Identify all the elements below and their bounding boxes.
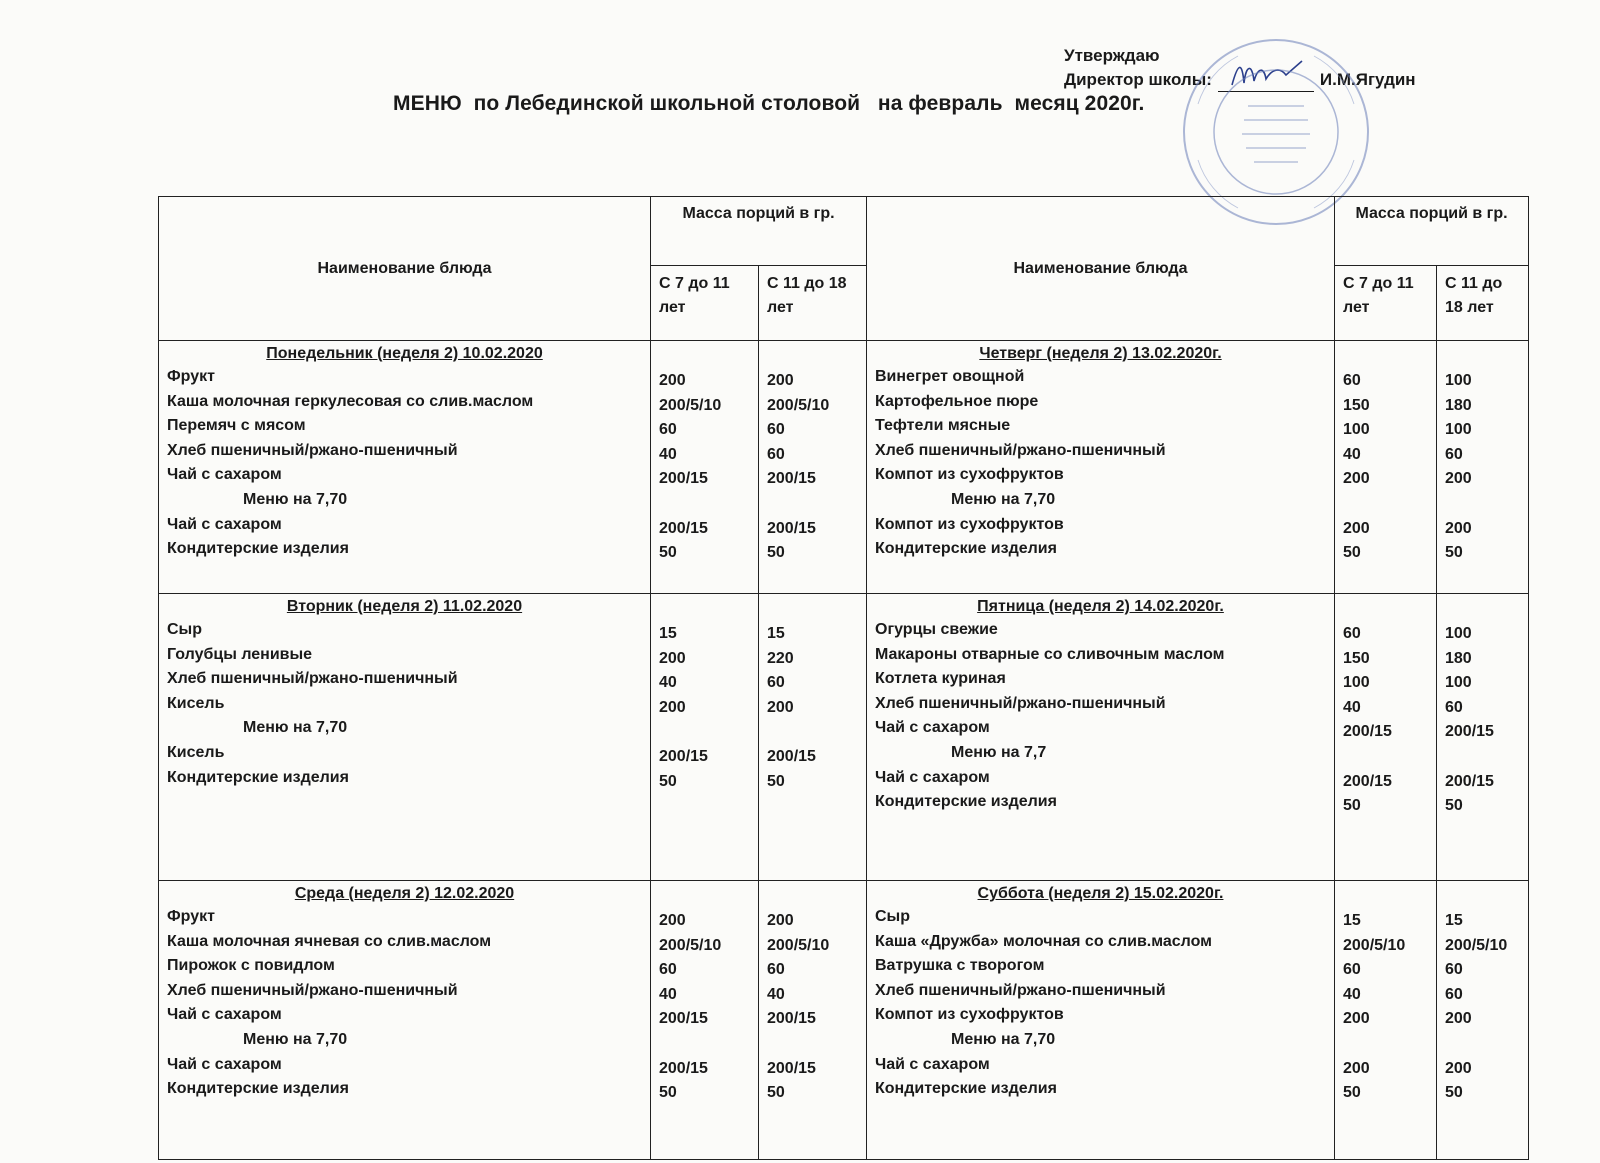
portion-mass: 60 — [1445, 445, 1463, 463]
portion-mass: 100 — [1343, 674, 1370, 692]
menu-price-label: Меню на 7,7 — [951, 743, 1047, 761]
dish-name: Кисель — [167, 743, 225, 761]
portion-mass: 200/5/10 — [1343, 936, 1406, 954]
dish-name: Чай с сахаром — [167, 466, 282, 484]
portion-mass: 200/5/10 — [767, 396, 830, 414]
portion-mass: 50 — [1343, 1084, 1361, 1102]
director-name: И.М.Ягудин — [1319, 70, 1416, 89]
menu-price-label: Меню на 7,70 — [243, 490, 348, 508]
thursday-age1 — [1335, 341, 1437, 594]
portion-mass: 200 — [659, 698, 686, 716]
dish-name: Макароны отварные со сливочным маслом — [875, 645, 1225, 663]
menu-price-label: Меню на 7,70 — [243, 1030, 348, 1048]
dish-name: Перемяч с мясом — [167, 417, 306, 435]
portion-mass: 60 — [1445, 961, 1463, 979]
dish-name: Картофельное пюре — [875, 392, 1039, 410]
dish-name: Чай с сахаром — [875, 768, 990, 786]
saturday-age1 — [1335, 881, 1437, 1160]
day-saturday — [867, 881, 1335, 1160]
dish-name: Голубцы ленивые — [167, 645, 313, 663]
header-row-1 — [159, 197, 1529, 266]
portion-mass: 100 — [1445, 421, 1472, 439]
portion-mass: 15 — [1343, 912, 1361, 929]
portion-mass: 200 — [1445, 470, 1472, 488]
saturday-age2 — [1437, 881, 1529, 1160]
portion-mass: 50 — [1445, 1084, 1463, 1102]
dish-name: Фрукт — [167, 908, 215, 925]
portion-mass: 60 — [767, 445, 785, 463]
portion-mass: 50 — [659, 544, 677, 562]
portion-mass: 200 — [1445, 1059, 1472, 1077]
week-row — [159, 341, 1529, 594]
portion-mass: 200 — [1343, 470, 1370, 488]
dish-name: Кондитерские изделия — [875, 793, 1057, 811]
day-title: Вторник (неделя 2) 11.02.2020 — [286, 598, 523, 615]
portion-mass: 50 — [767, 544, 785, 562]
dish-name: Чай с сахаром — [167, 1055, 282, 1073]
portion-mass: 50 — [1445, 544, 1463, 562]
portion-mass: 40 — [659, 985, 677, 1003]
portion-mass: 200/5/10 — [659, 396, 722, 414]
portion-mass: 200/5/10 — [767, 936, 830, 954]
monday-age2 — [759, 341, 867, 594]
dish-name: Сыр — [167, 621, 202, 638]
dish-name: Кондитерские изделия — [875, 1080, 1057, 1098]
dish-name: Сыр — [875, 908, 910, 925]
menu-price-label: Меню на 7,70 — [951, 490, 1056, 508]
wednesday-age1 — [651, 881, 759, 1160]
week-row — [159, 881, 1529, 1160]
portion-mass: 60 — [659, 421, 677, 439]
dish-name: Хлеб пшеничный/ржано-пшеничный — [875, 441, 1166, 459]
day-wednesday — [159, 881, 651, 1160]
header-age2-left: С 11 до 18 лет — [759, 266, 867, 341]
dish-name: Чай с сахаром — [167, 515, 282, 533]
portion-mass: 200 — [1445, 519, 1472, 537]
portion-mass: 200 — [659, 372, 686, 389]
portion-mass: 40 — [659, 445, 677, 463]
dish-name: Чай с сахаром — [167, 1006, 282, 1024]
portion-mass: 60 — [767, 674, 785, 692]
portion-mass: 40 — [1343, 985, 1361, 1003]
portion-mass: 200/5/10 — [1445, 936, 1508, 954]
approval-position: Директор школы: — [1064, 70, 1212, 89]
portion-mass: 200 — [1445, 1010, 1472, 1028]
portion-mass: 100 — [1445, 625, 1472, 642]
portion-mass — [659, 1032, 750, 1057]
portion-mass: 50 — [1343, 797, 1361, 815]
header-age1-left: С 7 до 11 лет — [651, 266, 759, 341]
day-tuesday — [159, 594, 651, 881]
dish-name: Фрукт — [167, 368, 215, 385]
dish-name: Тефтели мясные — [875, 417, 1011, 435]
header-age1-right: С 7 до 11 лет — [1335, 266, 1437, 341]
portion-mass: 180 — [1445, 649, 1472, 667]
portion-mass: 100 — [1445, 372, 1472, 389]
dish-name: Котлета куриная — [875, 670, 1006, 688]
portion-mass: 200/15 — [659, 1010, 708, 1028]
portion-mass: 15 — [659, 625, 677, 642]
portion-mass — [1445, 492, 1520, 517]
portion-mass: 200 — [767, 698, 794, 716]
dish-name: Чай с сахаром — [875, 1055, 990, 1073]
portion-mass: 200/15 — [659, 470, 708, 488]
portion-mass: 200/5/10 — [659, 936, 722, 954]
portion-mass — [767, 720, 858, 745]
header-mass-left: Масса порций в гр. — [651, 197, 867, 266]
portion-mass — [659, 492, 750, 517]
portion-mass: 50 — [659, 772, 677, 790]
dish-name: Каша молочная ячневая со слив.маслом — [167, 932, 492, 950]
portion-mass: 200/15 — [659, 1059, 708, 1077]
dish-name: Кисель — [167, 694, 225, 712]
dish-name: Компот из сухофруктов — [875, 1006, 1064, 1024]
portion-mass: 60 — [1343, 961, 1361, 979]
menu-price-label: Меню на 7,70 — [951, 1030, 1056, 1048]
portion-mass: 60 — [1445, 985, 1463, 1003]
day-title: Четверг (неделя 2) 13.02.2020г. — [979, 345, 1222, 362]
dish-name: Кондитерские изделия — [875, 540, 1057, 558]
week-row — [159, 594, 1529, 881]
page-title: МЕНЮ по Лебединской школьной столовой на февраль месяц 2020г. — [393, 92, 1145, 115]
portion-mass: 50 — [1445, 797, 1463, 815]
portion-mass: 60 — [659, 961, 677, 979]
day-title: Суббота (неделя 2) 15.02.2020г. — [977, 885, 1224, 902]
portion-mass: 100 — [1445, 674, 1472, 692]
portion-mass: 150 — [1343, 396, 1370, 414]
dish-name: Хлеб пшеничный/ржано-пшеничный — [167, 441, 458, 459]
portion-mass: 200 — [659, 649, 686, 667]
portion-mass: 50 — [767, 772, 785, 790]
dish-name: Ватрушка с творогом — [875, 957, 1045, 975]
portion-mass: 200 — [1343, 1059, 1370, 1077]
portion-mass: 60 — [767, 421, 785, 439]
dish-name: Хлеб пшеничный/ржано-пшеничный — [167, 670, 458, 688]
dish-name: Винегрет овощной — [875, 368, 1025, 385]
portion-mass — [767, 492, 858, 517]
header-dish-right: Наименование блюда — [867, 197, 1335, 341]
portion-mass: 200/15 — [767, 470, 816, 488]
portion-mass: 15 — [767, 625, 785, 642]
portion-mass: 60 — [1343, 372, 1361, 389]
portion-mass: 40 — [659, 674, 677, 692]
portion-mass: 200/15 — [1343, 772, 1392, 790]
portion-mass: 40 — [1343, 698, 1361, 716]
friday-age2 — [1437, 594, 1529, 881]
dish-name: Каша молочная геркулесовая со слив.маслом — [167, 392, 534, 410]
dish-name: Компот из сухофруктов — [875, 515, 1064, 533]
approval-line1: Утверждаю — [1064, 46, 1160, 65]
dish-name: Огурцы свежие — [875, 621, 998, 638]
header-mass-right: Масса порций в гр. — [1335, 197, 1529, 266]
portion-mass: 200 — [1343, 519, 1370, 537]
dish-name: Чай с сахаром — [875, 719, 990, 737]
portion-mass — [1343, 1032, 1428, 1057]
portion-mass: 100 — [1343, 421, 1370, 439]
portion-mass: 40 — [767, 985, 785, 1003]
dish-name: Кондитерские изделия — [167, 768, 349, 786]
thursday-age2 — [1437, 341, 1529, 594]
tuesday-age2 — [759, 594, 867, 881]
dish-name: Хлеб пшеничный/ржано-пшеничный — [167, 981, 458, 999]
portion-mass: 200/15 — [767, 747, 816, 765]
day-monday — [159, 341, 651, 594]
portion-mass: 200/15 — [767, 1010, 816, 1028]
portion-mass: 200/15 — [1445, 772, 1494, 790]
day-title: Пятница (неделя 2) 14.02.2020г. — [977, 598, 1224, 615]
portion-mass: 50 — [1343, 544, 1361, 562]
portion-mass — [1343, 745, 1428, 770]
portion-mass: 50 — [659, 1084, 677, 1102]
portion-mass — [767, 1032, 858, 1057]
day-title: Среда (неделя 2) 12.02.2020 — [294, 885, 515, 902]
portion-mass: 150 — [1343, 649, 1370, 667]
menu-price-label: Меню на 7,70 — [243, 719, 348, 737]
friday-age1 — [1335, 594, 1437, 881]
wednesday-age2 — [759, 881, 867, 1160]
portion-mass: 50 — [767, 1084, 785, 1102]
dish-name: Кондитерские изделия — [167, 1080, 349, 1098]
portion-mass: 200/15 — [767, 1059, 816, 1077]
portion-mass: 200/15 — [659, 519, 708, 537]
header-dish-left: Наименование блюда — [159, 197, 651, 341]
day-thursday — [867, 341, 1335, 594]
tuesday-age1 — [651, 594, 759, 881]
portion-mass: 200 — [659, 912, 686, 929]
portion-mass: 200 — [767, 372, 794, 389]
portion-mass: 200 — [1343, 1010, 1370, 1028]
portion-mass: 15 — [1445, 912, 1463, 929]
portion-mass: 200/15 — [659, 747, 708, 765]
portion-mass: 40 — [1343, 445, 1361, 463]
dish-name: Пирожок с повидлом — [167, 957, 335, 975]
monday-age1 — [651, 341, 759, 594]
portion-mass — [1445, 1032, 1520, 1057]
portion-mass: 200/15 — [1343, 723, 1392, 741]
dish-name: Кондитерские изделия — [167, 540, 349, 558]
portion-mass: 60 — [1445, 698, 1463, 716]
dish-name: Хлеб пшеничный/ржано-пшеничный — [875, 694, 1166, 712]
dish-name: Каша «Дружба» молочная со слив.маслом — [875, 932, 1212, 950]
day-title: Понедельник (неделя 2) 10.02.2020 — [266, 345, 543, 362]
portion-mass — [659, 720, 750, 745]
menu-table — [158, 196, 1529, 1160]
portion-mass: 200/15 — [767, 519, 816, 537]
portion-mass: 60 — [767, 961, 785, 979]
portion-mass: 180 — [1445, 396, 1472, 414]
header-age2-right: С 11 до 18 лет — [1437, 266, 1529, 341]
dish-name: Хлеб пшеничный/ржано-пшеничный — [875, 981, 1166, 999]
portion-mass: 200/15 — [1445, 723, 1494, 741]
portion-mass — [1445, 745, 1520, 770]
day-friday — [867, 594, 1335, 881]
portion-mass: 60 — [1343, 625, 1361, 642]
portion-mass — [1343, 492, 1428, 517]
portion-mass: 200 — [767, 912, 794, 929]
dish-name: Компот из сухофруктов — [875, 466, 1064, 484]
portion-mass: 220 — [767, 649, 794, 667]
